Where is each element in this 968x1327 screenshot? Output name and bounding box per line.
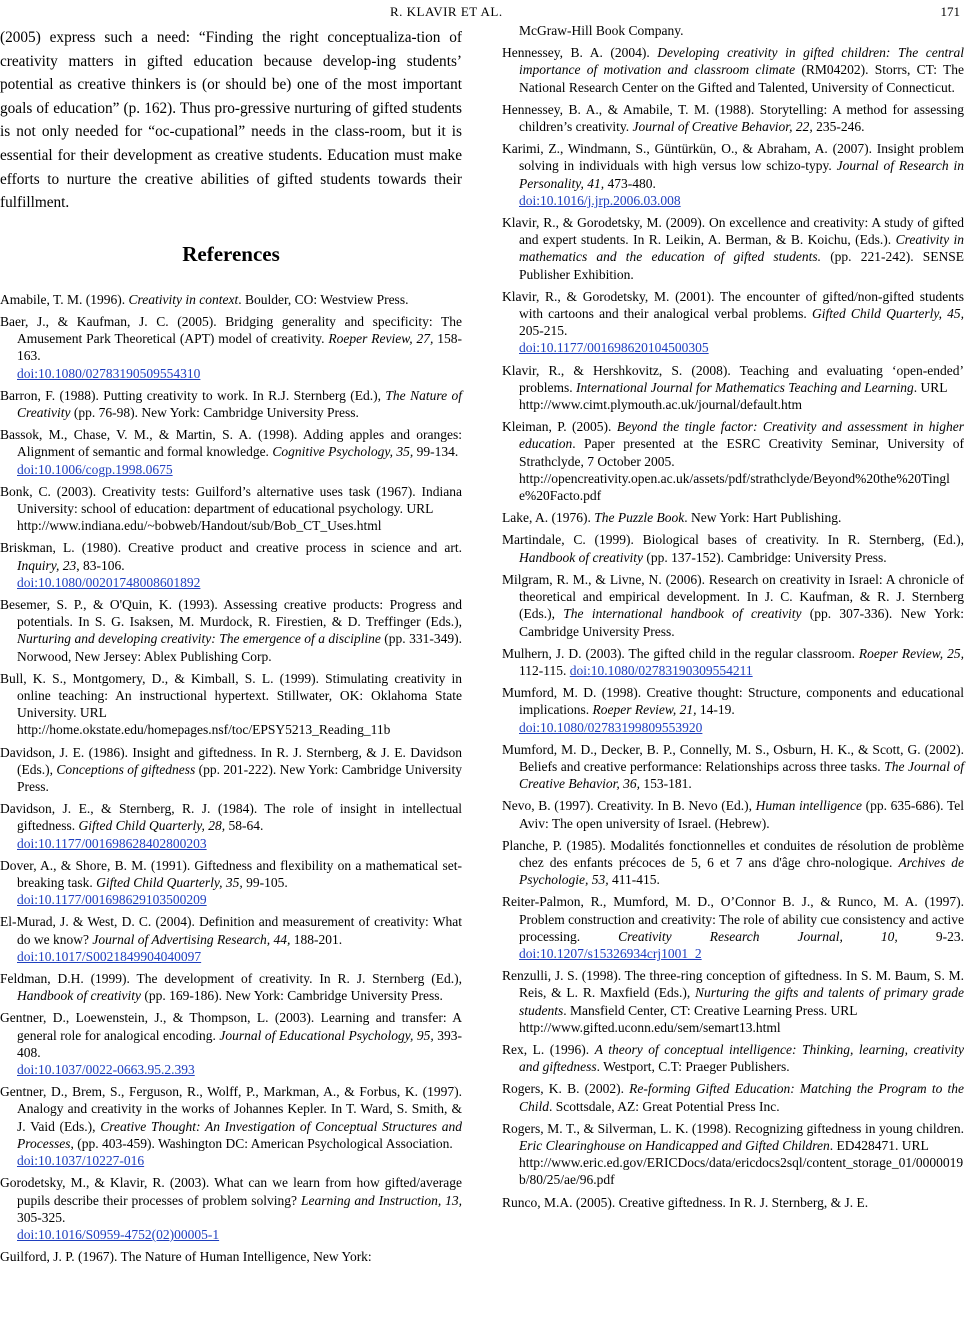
reference-entry (502, 22, 964, 39)
reference-text: 305-325. (17, 1209, 66, 1225)
reference-text: 158-163. (17, 331, 462, 364)
reference-text: (pp. 76-98). New York: Cambridge University Press. (70, 404, 359, 420)
reference-entry (0, 744, 462, 796)
reference-entry (502, 288, 964, 357)
left-column (0, 24, 462, 1270)
doi-link[interactable]: doi:10.1177/001698628402800203 (17, 835, 207, 851)
reference-entry (502, 101, 964, 135)
right-column (502, 22, 964, 1216)
reference-text: Bull, K. S., Montgomery, D., & Kimball, S. L. (1999). Stimulating creativity in online teaching: An instructional hypertext. Stillwater, OK: Oklahoma State University. URL (0, 670, 462, 721)
reference-title: Creative Thought: An Investigation of Conceptual Structures and Processes (17, 1118, 463, 1151)
reference-entry (502, 967, 964, 1036)
reference-text: . Boulder, CO: Westview Press. (238, 291, 409, 307)
reference-text: . Paper presented at the ESRC Creativity Seminar, University of Strathclyde, 7 October 2005. (519, 436, 964, 469)
reference-url: http://www.eric.ed.gov/ERICDocs/data/ericdocs2sql/content_storage_01/0000019b/80/25/ae/96.pdf (519, 1155, 964, 1188)
reference-text: 9-23. (897, 928, 964, 944)
reference-entry (502, 44, 964, 96)
reference-text: Klavir, R., & Gorodetsky, M. (2001). The encounter of gifted/non-gifted students with cartoons and their analogical verbal problems. (502, 288, 964, 322)
reference-title: Creativity Research Journal, 10, (618, 928, 898, 944)
reference-text: Karimi, Z., Windmann, S., Güntürkün, O., & Abraham, A. (2007). Insight problem solving in individuals with high versus low schizo-typy. (502, 141, 964, 174)
doi-link[interactable]: doi:10.1207/s15326934crj1001_2 (519, 945, 702, 961)
reference-entry (0, 800, 462, 852)
reference-entry (502, 140, 964, 209)
reference-title: Gifted Child Quarterly, 45, (811, 306, 964, 322)
reference-title: Human intelligence (755, 798, 863, 814)
reference-entry (0, 1009, 462, 1078)
doi-link[interactable]: doi:10.1006/cogp.1998.0675 (17, 461, 173, 477)
page-number: 171 (940, 4, 960, 19)
reference-entry (502, 509, 964, 526)
reference-text: Mumford, M. D. (1998). Creative thought: Structure, components and educational implications. (502, 685, 964, 718)
doi-link[interactable]: doi:10.1037/10227-016 (17, 1153, 145, 1169)
reference-text: Klavir, R., & Hershkovitz, S. (2008). Teaching and evaluating ‘open-ended’ problems. (502, 362, 964, 395)
reference-entry (502, 893, 964, 962)
reference-entry (502, 1194, 964, 1211)
reference-text: Bassok, M., Chase, V. M., & Martin, S. A. (1998). Adding apples and oranges: Alignment of semantic and formal knowledge. (0, 427, 462, 460)
reference-text: 58-64. (225, 818, 264, 834)
reference-text: Martindale, C. (1999). Biological bases of creativity. In R. Sternberg, (Ed.), (502, 532, 964, 548)
reference-text: Hennessey, B. A., & Amabile, T. M. (1988). Storytelling: A method for assessing children’s creativity. (502, 101, 964, 135)
reference-text: Davidson, J. E., & Sternberg, R. J. (1984). The role of insight in intellectual giftedness. (0, 801, 462, 834)
reference-text: Barron, F. (1988). Putting creativity to work. In R.J. Sternberg (Ed.), (0, 387, 386, 403)
reference-text: (pp. 307-336). New York: Cambridge University Press. (519, 606, 965, 639)
reference-text: Guilford, J. P. (1967). The Nature of Human Intelligence, New York: (0, 1249, 372, 1265)
doi-link[interactable]: doi:10.1017/S0021849904040097 (17, 948, 202, 964)
doi-link[interactable]: doi:10.1080/02783190509554310 (17, 365, 201, 381)
reference-entry (0, 539, 462, 591)
reference-text: . New York: Hart Publishing. (684, 510, 842, 526)
reference-entry (0, 483, 462, 535)
reference-title: Archives de Psychologie, 53, (519, 854, 964, 888)
reference-entry (0, 857, 462, 909)
reference-title: The Nature of Creativity (17, 387, 462, 420)
reference-entry (502, 531, 964, 565)
reference-text: Dover, A., & Shore, B. M. (1991). Giftedness and flexibility on a mathematical set-breaking task. (0, 857, 462, 891)
reference-entry (502, 645, 964, 679)
reference-text: Planche, P. (1985). Modalités fonctionnelles et conduites de résolution de problème chez des enfants précoces de 5, 6 et 7 ans d'âge chro-nologique. (502, 837, 964, 870)
reference-text: Klavir, R., & Gorodetsky, M. (2009). On excellence and creativity: A study of gifted and expert students. In R. Leikin, A. Berman, & B. Koichu, (Eds.). (502, 215, 964, 248)
reference-title: Gifted Child Quarterly, 35, (96, 875, 243, 891)
running-header (0, 0, 968, 22)
reference-title: Conceptions of giftedness (56, 761, 196, 777)
reference-title: A theory of conceptual intelligence: Thinking, learning, creativity and giftedness (519, 1041, 964, 1075)
doi-link[interactable]: doi:10.1177/001698620104500305 (519, 340, 709, 356)
reference-entry (0, 1083, 462, 1169)
reference-title: The Puzzle Book (594, 510, 685, 526)
doi-link[interactable]: doi:10.1080/02783190309554211 (569, 662, 753, 678)
reference-url: http://www.cimt.plymouth.ac.uk/journal/default.htm (519, 397, 802, 413)
intro-paragraph: (2005) express such a need: “Finding the right conceptualiza-tion of creativity matters in gifted education because develop-ing students’ potential as creative thinkers is (or should be) one of the most important goals of education” (p. 162). Thus pro-gressive nurturing of gifted students is not only needed for “oc-cupational” needs in the class-room, but it is essential for their development as creative students. Education must make efforts to nurture the creative abilities of gifted students towards their fulfillment. (0, 29, 462, 212)
reference-text: Amabile, T. M. (1996). (0, 291, 129, 307)
reference-text: McGraw-Hill Book Company. (519, 23, 684, 38)
reference-entry (0, 913, 462, 965)
reference-entry (0, 313, 462, 382)
reference-title: Nurturing and developing creativity: The emergence of a discipline (17, 631, 381, 647)
reference-text: Davidson, J. E. (1986). Insight and giftedness. In R. J. Sternberg, & J. E. Davidson (Eds.), (0, 744, 462, 777)
reference-title: Roeper Review, 21, (592, 702, 697, 718)
reference-text: (pp. 137-152). Cambridge: University Press. (642, 549, 887, 565)
doi-link[interactable]: doi:10.1080/02783199809553920 (519, 719, 703, 735)
reference-text: Gentner, D., Brem, S., Ferguson, R., Wolff, P., Markman, A., & Forbus, K. (1997). Analogy and creativity in the works of Johannes Kepler. In T. Ward, S. Smith, & J. Vaid (Eds.), (0, 1084, 462, 1134)
reference-text: Bonk, C. (2003). Creativity tests: Guilford’s alternative uses task (1967). Indiana University: school of education: department of educational psychology. URL (0, 483, 462, 516)
reference-text: Briskman, L. (1980). Creative product and creative process in science and art. (0, 540, 462, 556)
doi-link[interactable]: doi:10.1037/0022-0663.95.2.393 (17, 1062, 195, 1078)
references-heading: References (182, 241, 280, 266)
running-title: R. KLAVIR ET AL. (390, 4, 503, 19)
reference-text: Baer, J., & Kaufman, J. C. (2005). Bridging generality and specificity: The Amusement Park Theoretical (APT) model of creativity. (0, 313, 462, 347)
reference-entry (502, 214, 964, 283)
reference-text: (RM04202). Storrs, CT: The National Research Center on the Gifted and Talented, University of Connecticut. (519, 62, 964, 95)
reference-title: Developing creativity in gifted children: The central importance of motivation and classroom climate (519, 45, 964, 78)
reference-text: Milgram, R. M., & Livne, N. (2006). Research on creativity in Israel: A chronicle of theoretical and empirical development. In J. C. Kaufman, & R. J. Sternberg (Eds.), (502, 571, 964, 622)
reference-title: Inquiry, 23 (17, 557, 77, 573)
reference-text: Feldman, D.H. (1999). The development of creativity. In R. J. Sternberg (Ed.), (0, 971, 462, 987)
reference-entry (0, 387, 462, 421)
reference-text: . Scottsdale, AZ: Great Potential Press Inc. (549, 1098, 780, 1114)
reference-title: Eric Clearinghouse on Handicapped and Gifted Children (519, 1137, 830, 1153)
reference-text: (pp. 169-186). New York: Cambridge University Press. (140, 988, 443, 1004)
reference-url: http://www.gifted.uconn.edu/sem/semart13.html (519, 1019, 781, 1035)
reference-entry (502, 362, 964, 414)
reference-text: Gentner, D., Loewenstein, J., & Thompson, L. (2003). Learning and transfer: A general role for analogical encoding. (0, 1010, 462, 1043)
reference-entry (0, 426, 462, 478)
reference-entry (0, 596, 462, 665)
reference-entry (0, 1248, 462, 1265)
reference-entry (502, 797, 964, 831)
doi-link[interactable]: doi:10.1080/00201748008601892 (17, 574, 201, 590)
reference-text: 153-181. (639, 776, 692, 792)
reference-url: http://home.okstate.edu/homepages.nsf/toc/EPSY5213_Reading_11b (17, 722, 391, 738)
reference-title: Beyond the tingle factor: Creativity and assessment in higher education (519, 419, 964, 452)
reference-list-right (502, 22, 964, 1211)
reference-entry (0, 970, 462, 1004)
doi-link[interactable]: doi:10.1016/S0959-4752(02)00005-1 (17, 1226, 220, 1242)
reference-text: (pp. 201-222). New York: Cambridge University Press. (17, 761, 462, 795)
reference-text: Nevo, B. (1997). Creativity. In B. Nevo (Ed.), (502, 798, 756, 814)
reference-entry (502, 684, 964, 736)
reference-title: Learning and Instruction, 13, (300, 1192, 462, 1208)
reference-text: Mumford, M. D., Decker, B. P., Connelly, M. S., Osburn, H. K., & Scott, G. (2002). Beliefs and creative performance: Relationships across three tasks. (502, 741, 964, 774)
reference-title: The Journal of Creative Behavior, 36, (519, 758, 965, 792)
reference-text: El-Murad, J. & West, D. C. (2004). Definition and measurement of creativity: What do we know? (0, 914, 462, 947)
reference-text: 99-134. (413, 444, 459, 460)
reference-title: Handbook of creativity (519, 549, 643, 565)
reference-text: 14-19. (696, 702, 735, 718)
reference-text: Kleiman, P. (2005). (502, 419, 617, 435)
reference-text: Reiter-Palmon, R., Mumford, M. D., O’Connor B. J., & Runco, M. A. (1997). Problem construction and creativity: The role of ability cue consistency and active processing. (502, 894, 964, 944)
reference-list-left (0, 291, 462, 1266)
reference-title: Journal of Research in Personality, 41, (519, 158, 965, 191)
reference-text: Rogers, M. T., & Silverman, L. K. (1998). Recognizing giftedness in young children. (502, 1120, 964, 1136)
reference-text: 188-201. (290, 931, 343, 947)
reference-text: (pp. 635-686). Tel Aviv: The open university of Israel. (Hebrew). (519, 798, 964, 831)
reference-text: 473-480. (604, 175, 656, 191)
reference-text: , (pp. 403-459). Washington DC: American Psychological Association. (70, 1135, 453, 1151)
reference-entry (0, 670, 462, 739)
reference-text: Runco, M.A. (2005). Creative giftedness. In R. J. Sternberg, & J. E. (502, 1194, 869, 1210)
reference-text: (pp. 221-242). SENSE Publisher Exhibition. (519, 249, 964, 282)
doi-link[interactable]: doi:10.1177/001698629103500209 (17, 892, 207, 908)
reference-text: 99-105. (242, 875, 288, 891)
reference-text: 205-215. (519, 323, 568, 339)
reference-title: Cognitive Psychology, 35, (272, 444, 414, 460)
reference-text: Lake, A. (1976). (502, 510, 595, 526)
reference-text: (pp. 331-349). Norwood, New Jersey: Ablex Publishing Corp. (17, 631, 462, 664)
reference-title: Nurturing the gifts and talents of primary grade students (519, 985, 964, 1018)
reference-text: . URL (913, 379, 948, 395)
reference-text: 112-115. (519, 662, 570, 678)
reference-entry (0, 1174, 462, 1243)
reference-entry (502, 571, 964, 640)
reference-text: Rogers, K. B. (2002). (502, 1081, 630, 1097)
reference-text: 393-408. (17, 1027, 463, 1060)
reference-text: Hennessey, B. A. (2004). (502, 45, 658, 61)
reference-entry (502, 741, 964, 793)
reference-title: Gifted Child Quarterly, 28, (78, 818, 226, 834)
reference-title: Journal of Creative Behavior, 22, (632, 119, 813, 135)
reference-entry (502, 1041, 964, 1075)
reference-title: Creativity in mathematics and the education of gifted students. (519, 232, 964, 265)
reference-text: . ED428471. URL (829, 1137, 929, 1153)
reference-text: Besemer, S. P., & O'Quin, K. (1993). Assessing creative products: Progress and potentials. In S. G. Isaksen, M. Murdock, R. Firestien, & D. Treffinger (Eds.), (0, 597, 462, 630)
reference-entry (502, 1080, 964, 1114)
reference-text: 411-415. (608, 872, 660, 888)
reference-title: Journal of Advertising Research, 44, (92, 931, 291, 947)
reference-url: http://opencreativity.open.ac.uk/assets/pdf/strathclyde/Beyond%20the%20Tingle%20Facto.pdf (519, 470, 950, 504)
reference-title: Handbook of creativity (17, 988, 141, 1004)
reference-title: Journal of Educational Psychology, 95, (219, 1027, 434, 1043)
reference-text: , 83-106. (76, 557, 125, 573)
reference-text: . Mansfield Center, CT: Creative Learning Press. URL (563, 1002, 858, 1018)
doi-link[interactable]: doi:10.1016/j.jrp.2006.03.008 (519, 192, 681, 208)
reference-title: International Journal for Mathematics Teaching and Learning (576, 379, 914, 395)
reference-text: Renzulli, J. S. (1998). The three-ring conception of giftedness. In S. M. Baum, S. M. Reis, & L. R. Maxfield (Eds.), (502, 968, 964, 1001)
reference-text: Rex, L. (1996). (502, 1041, 595, 1057)
reference-text: . Westport, C.T: Praeger Publishers. (596, 1059, 790, 1075)
reference-title: Roeper Review, 27, (328, 331, 434, 347)
reference-entry (502, 418, 964, 504)
reference-title: The international handbook of creativity (563, 606, 802, 622)
reference-entry (502, 1120, 964, 1189)
reference-entry (502, 837, 964, 889)
reference-text: Gorodetsky, M., & Klavir, R. (2003). What can we learn from how gifted/average pupils describe their processes of problem solving? (0, 1175, 462, 1208)
reference-entry (0, 291, 462, 308)
reference-text: Mulhern, J. D. (2003). The gifted child in the regular classroom. (502, 645, 859, 661)
reference-text: 235-246. (812, 119, 865, 135)
reference-url: http://www.indiana.edu/~bobweb/Handout/sub/Bob_CT_Uses.html (17, 518, 382, 534)
reference-title: Creativity in context (128, 291, 239, 307)
reference-title: Roeper Review, 25, (858, 645, 964, 661)
reference-title: Re-forming Gifted Education: Matching the Program to the Child (519, 1081, 964, 1114)
